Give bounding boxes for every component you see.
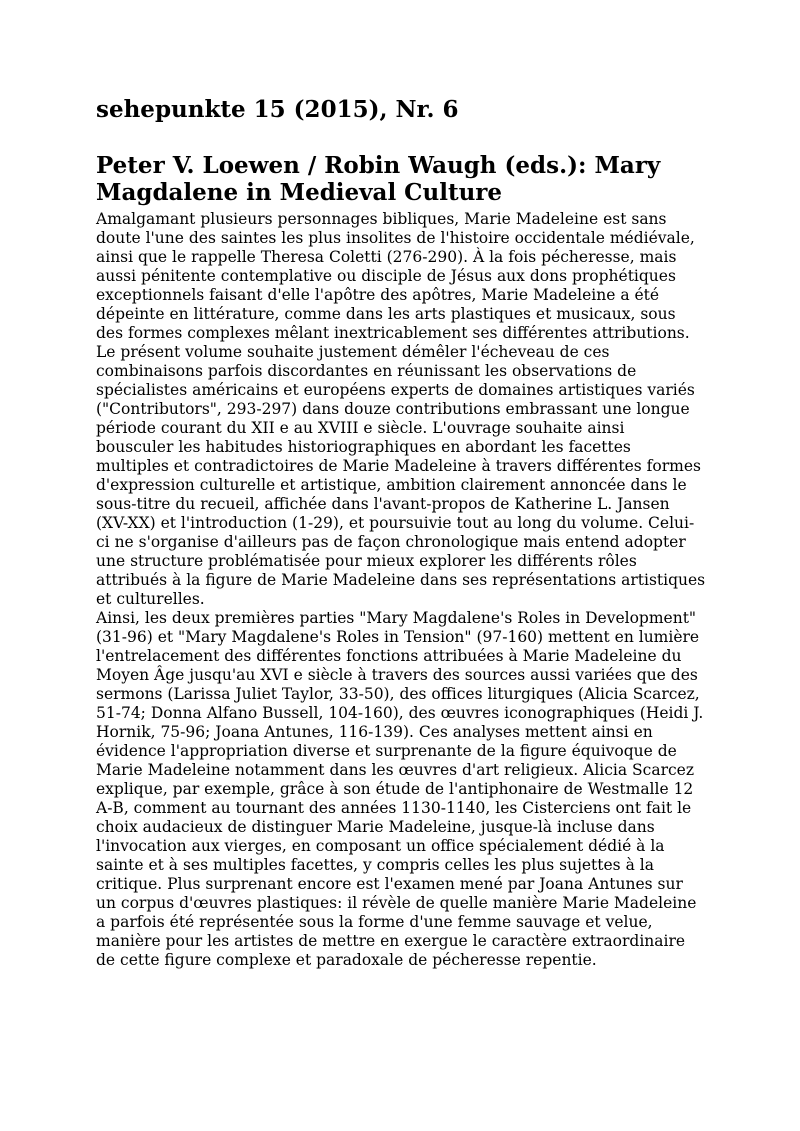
- review-title: Peter V. Loewen / Robin Waugh (eds.): Mary Magdalene in Medieval Culture: [96, 152, 661, 206]
- document-page: [96, 96, 706, 970]
- review-body: [96, 210, 706, 970]
- journal-heading: sehepunkte 15 (2015), Nr. 6: [96, 96, 459, 123]
- paragraph: Amalgamant plusieurs personnages bibliques, Marie Madeleine est sans doute l'une des saintes les plus insolites de l'histoire occidentale médiévale, ainsi que le rappelle Theresa Coletti (276-290). À la fois pécheresse, mais aussi pénitente contemplative ou disciple de Jésus aux dons prophétiques exceptionnels faisant d'elle l'apôtre des apôtres, Marie Madeleine a été dépeinte en littérature, comme dans les arts plastiques et musicaux, sous des formes complexes mêlant inextricablement ses différentes attributions.: [96, 210, 695, 342]
- paragraph: Le présent volume souhaite justement démêler l'écheveau de ces combinaisons parfois discordantes en réunissant les observations de spécialistes américains et européens experts de domaines artistiques variés ("Contributors", 293-297) dans douze contributions embrassant une longue période courant du XII e au XVIII e siècle. L'ouvrage souhaite ainsi bousculer les habitudes historiographiques en abordant les facettes multiples et contradictoires de Marie Madeleine à travers différentes formes d'expression culturelle et artistique, ambition clairement annoncée dans le sous-titre du recueil, affichée dans l'avant-propos de Katherine L. Jansen (XV-XX) et l'introduction (1-29), et poursuivie tout au long du volume. Celui-ci ne s'organise d'ailleurs pas de façon chronologique mais entend adopter une structure problématisée pour mieux explorer les différents rôles attribués à la figure de Marie Madeleine dans ses représentations artistiques et culturelles.: [96, 343, 706, 608]
- paragraph: Ainsi, les deux premières parties "Mary Magdalene's Roles in Development" (31-96) et "Mary Magdalene's Roles in Tension" (97-160) mettent en lumière l'entrelacement des différentes fonctions attribuées à Marie Madeleine du Moyen Âge jusqu'au XVI e siècle à travers des sources aussi variées que des sermons (Larissa Juliet Taylor, 33-50), des offices liturgiques (Alicia Scarcez, 51-74; Donna Alfano Bussell, 104-160), des œuvres iconographiques (Heidi J. Hornik, 75-96; Joana Antunes, 116-139). Ces analyses mettent ainsi en évidence l'appropriation diverse et surprenante de la figure équivoque de Marie Madeleine notamment dans les œuvres d'art religieux. Alicia Scarcez explique, par exemple, grâce à son étude de l'antiphonaire de Westmalle 12 A-B, comment au tournant des années 1130-1140, les Cisterciens ont fait le choix audacieux de distinguer Marie Madeleine, jusque-là incluse dans l'invocation aux vierges, en composant un office spécialement dédié à la sainte et à ses multiples facettes, y compris celles les plus sujettes à la critique. Plus surprenant encore est l'examen mené par Joana Antunes sur un corpus d'œuvres plastiques: il révèle de quelle manière Marie Madeleine a parfois été représentée sous la forme d'une femme sauvage et velue, manière pour les artistes de mettre en exergue le caractère extraordinaire de cette figure complexe et paradoxale de pécheresse repentie.: [96, 609, 704, 969]
